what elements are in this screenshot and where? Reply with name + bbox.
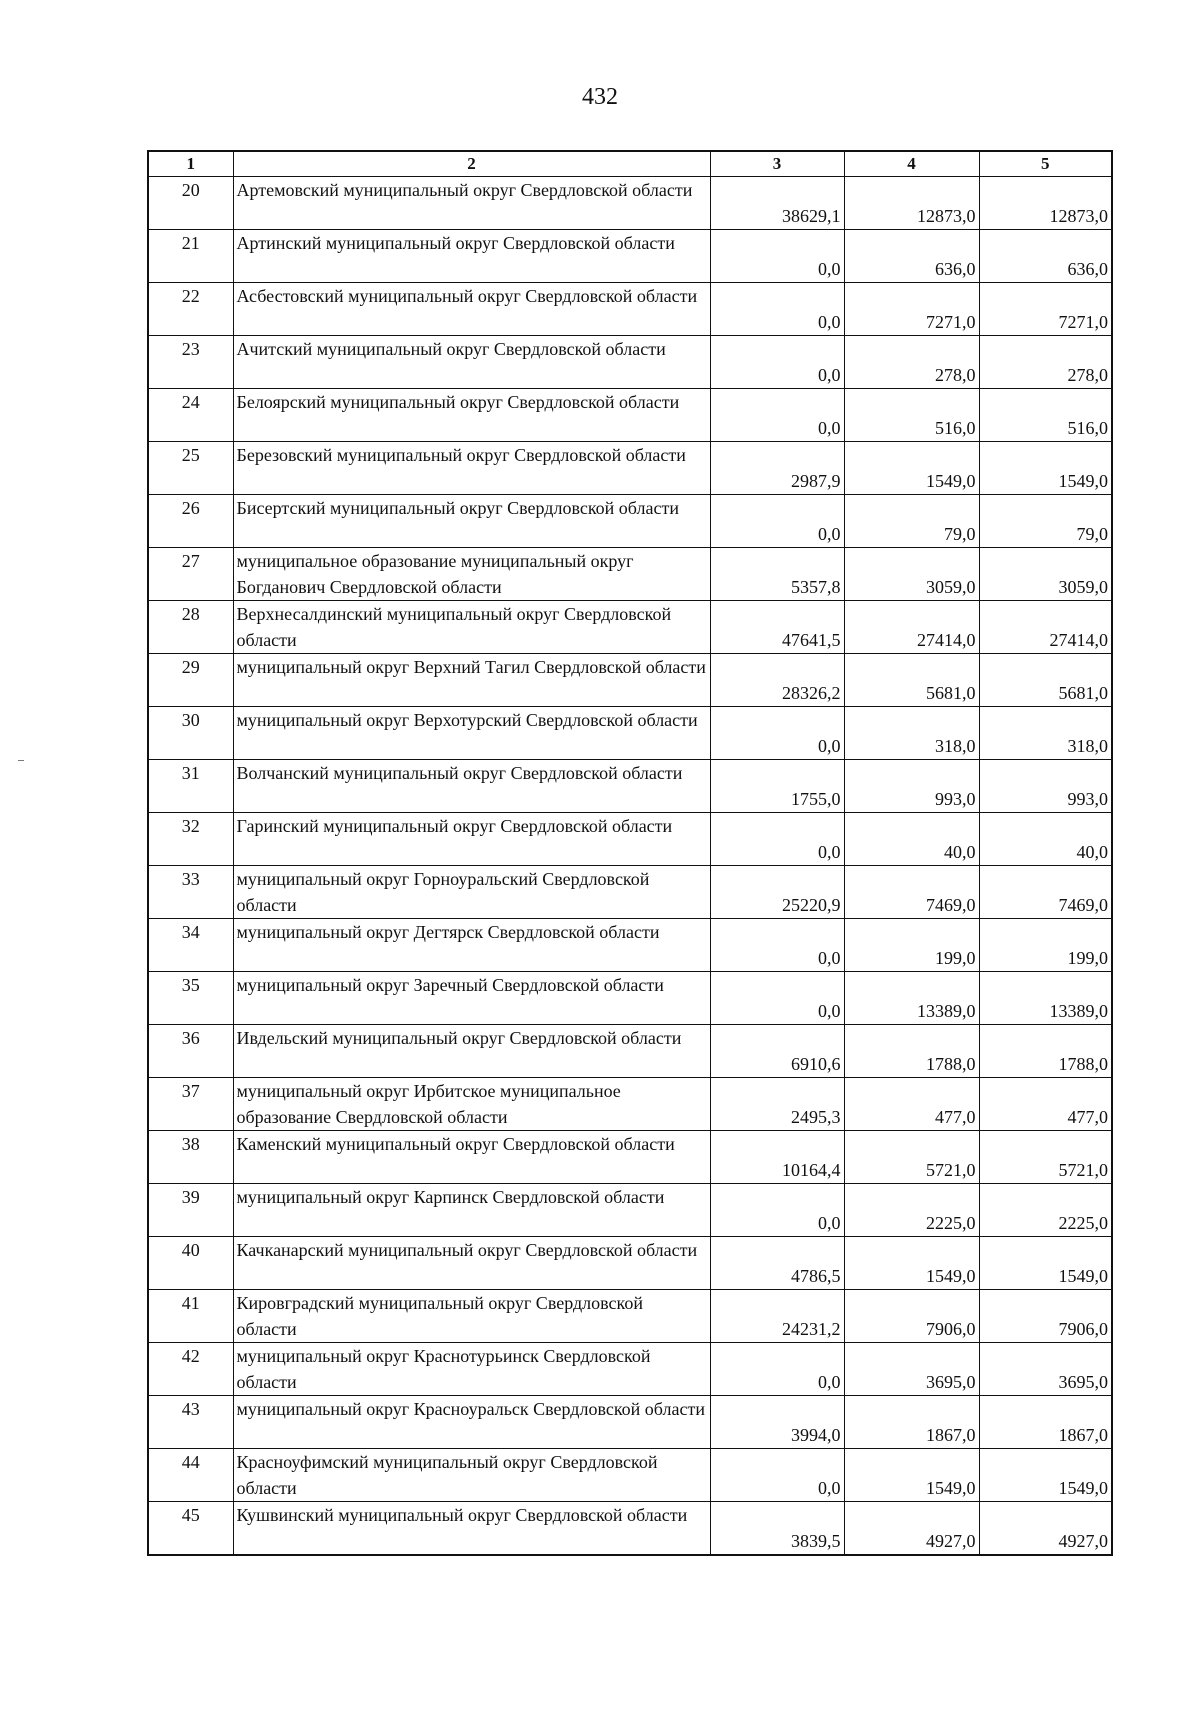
value-col-5: 199,0 [979, 919, 1112, 972]
row-number: 21 [148, 230, 233, 283]
value-col-3: 47641,5 [710, 601, 844, 654]
value-col-4: 3695,0 [844, 1343, 979, 1396]
value-col-5: 636,0 [979, 230, 1112, 283]
row-number: 33 [148, 866, 233, 919]
header-col-4: 4 [844, 151, 979, 177]
value-col-5: 13389,0 [979, 972, 1112, 1025]
value-col-4: 318,0 [844, 707, 979, 760]
row-number: 44 [148, 1449, 233, 1502]
row-number: 26 [148, 495, 233, 548]
row-number: 30 [148, 707, 233, 760]
municipality-name: Березовский муниципальный округ Свердловской области [233, 442, 710, 495]
page-number: 432 [582, 84, 618, 110]
row-number: 34 [148, 919, 233, 972]
table-row [148, 1131, 1112, 1184]
table-row [148, 760, 1112, 813]
municipality-name: Качканарский муниципальный округ Свердловской области [233, 1237, 710, 1290]
row-number: 28 [148, 601, 233, 654]
municipality-name: Красноуфимский муниципальный округ Свердловской области [233, 1449, 710, 1502]
value-col-4: 7906,0 [844, 1290, 979, 1343]
table-row [148, 1184, 1112, 1237]
value-col-5: 40,0 [979, 813, 1112, 866]
municipality-name: муниципальный округ Красноуральск Свердловской области [233, 1396, 710, 1449]
value-col-4: 79,0 [844, 495, 979, 548]
value-col-3: 28326,2 [710, 654, 844, 707]
header-col-3: 3 [710, 151, 844, 177]
municipality-name: муниципальный округ Дегтярск Свердловской области [233, 919, 710, 972]
value-col-5: 3695,0 [979, 1343, 1112, 1396]
municipality-name: муниципальный округ Заречный Свердловской области [233, 972, 710, 1025]
data-table [147, 150, 1113, 1556]
row-number: 42 [148, 1343, 233, 1396]
municipality-name: Волчанский муниципальный округ Свердловской области [233, 760, 710, 813]
value-col-3: 1755,0 [710, 760, 844, 813]
row-number: 36 [148, 1025, 233, 1078]
row-number: 24 [148, 389, 233, 442]
table-row [148, 1449, 1112, 1502]
municipality-name: Каменский муниципальный округ Свердловской области [233, 1131, 710, 1184]
value-col-3: 0,0 [710, 972, 844, 1025]
value-col-5: 516,0 [979, 389, 1112, 442]
value-col-3: 3839,5 [710, 1502, 844, 1556]
value-col-3: 0,0 [710, 230, 844, 283]
value-col-3: 0,0 [710, 495, 844, 548]
row-number: 40 [148, 1237, 233, 1290]
municipality-name: Верхнесалдинский муниципальный округ Свердловской области [233, 601, 710, 654]
row-number: 37 [148, 1078, 233, 1131]
value-col-4: 2225,0 [844, 1184, 979, 1237]
value-col-3: 38629,1 [710, 177, 844, 230]
table-row [148, 1237, 1112, 1290]
value-col-4: 477,0 [844, 1078, 979, 1131]
value-col-4: 516,0 [844, 389, 979, 442]
value-col-5: 2225,0 [979, 1184, 1112, 1237]
value-col-3: 2495,3 [710, 1078, 844, 1131]
row-number: 32 [148, 813, 233, 866]
municipality-name: муниципальный округ Ирбитское муниципальное образование Свердловской области [233, 1078, 710, 1131]
header-row [148, 151, 1112, 177]
municipality-name: муниципальный округ Верхотурский Свердловской области [233, 707, 710, 760]
table-row [148, 654, 1112, 707]
value-col-3: 2987,9 [710, 442, 844, 495]
value-col-3: 0,0 [710, 336, 844, 389]
row-number: 45 [148, 1502, 233, 1556]
value-col-5: 5681,0 [979, 654, 1112, 707]
row-number: 38 [148, 1131, 233, 1184]
row-number: 39 [148, 1184, 233, 1237]
table-row [148, 601, 1112, 654]
value-col-3: 4786,5 [710, 1237, 844, 1290]
value-col-5: 7469,0 [979, 866, 1112, 919]
table-row [148, 1396, 1112, 1449]
municipality-name: Ачитский муниципальный округ Свердловской области [233, 336, 710, 389]
municipality-name: Кушвинский муниципальный округ Свердловской области [233, 1502, 710, 1556]
table-row [148, 1343, 1112, 1396]
table-row [148, 1078, 1112, 1131]
value-col-3: 0,0 [710, 1184, 844, 1237]
value-col-5: 477,0 [979, 1078, 1112, 1131]
table-row [148, 283, 1112, 336]
value-col-3: 0,0 [710, 813, 844, 866]
value-col-3: 0,0 [710, 1343, 844, 1396]
row-number: 31 [148, 760, 233, 813]
value-col-5: 1549,0 [979, 1237, 1112, 1290]
table-row [148, 1502, 1112, 1556]
value-col-5: 12873,0 [979, 177, 1112, 230]
value-col-5: 1788,0 [979, 1025, 1112, 1078]
value-col-4: 12873,0 [844, 177, 979, 230]
municipality-name: муниципальное образование муниципальный округ Богданович Свердловской области [233, 548, 710, 601]
value-col-4: 199,0 [844, 919, 979, 972]
value-col-4: 3059,0 [844, 548, 979, 601]
table-row [148, 866, 1112, 919]
value-col-5: 4927,0 [979, 1502, 1112, 1556]
value-col-5: 318,0 [979, 707, 1112, 760]
municipality-name: Бисертский муниципальный округ Свердловской области [233, 495, 710, 548]
table-row [148, 919, 1112, 972]
row-number: 25 [148, 442, 233, 495]
value-col-3: 10164,4 [710, 1131, 844, 1184]
table-row [148, 1025, 1112, 1078]
value-col-4: 1867,0 [844, 1396, 979, 1449]
row-number: 35 [148, 972, 233, 1025]
value-col-5: 3059,0 [979, 548, 1112, 601]
table-row [148, 1290, 1112, 1343]
value-col-4: 5721,0 [844, 1131, 979, 1184]
value-col-5: 1549,0 [979, 442, 1112, 495]
value-col-5: 79,0 [979, 495, 1112, 548]
value-col-3: 0,0 [710, 919, 844, 972]
table-row [148, 442, 1112, 495]
value-col-5: 5721,0 [979, 1131, 1112, 1184]
value-col-4: 4927,0 [844, 1502, 979, 1556]
value-col-4: 1788,0 [844, 1025, 979, 1078]
value-col-3: 25220,9 [710, 866, 844, 919]
row-number: 29 [148, 654, 233, 707]
value-col-4: 1549,0 [844, 1237, 979, 1290]
municipality-name: муниципальный округ Горноуральский Свердловской области [233, 866, 710, 919]
table-row [148, 389, 1112, 442]
municipality-name: муниципальный округ Карпинск Свердловской области [233, 1184, 710, 1237]
value-col-4: 40,0 [844, 813, 979, 866]
value-col-4: 7469,0 [844, 866, 979, 919]
header-col-1: 1 [148, 151, 233, 177]
row-number: 20 [148, 177, 233, 230]
value-col-3: 24231,2 [710, 1290, 844, 1343]
row-number: 41 [148, 1290, 233, 1343]
value-col-4: 1549,0 [844, 1449, 979, 1502]
row-number: 27 [148, 548, 233, 601]
value-col-5: 7906,0 [979, 1290, 1112, 1343]
municipality-name: Ивдельский муниципальный округ Свердловской области [233, 1025, 710, 1078]
table-row [148, 177, 1112, 230]
value-col-5: 1549,0 [979, 1449, 1112, 1502]
value-col-5: 1867,0 [979, 1396, 1112, 1449]
table-row [148, 972, 1112, 1025]
row-number: 22 [148, 283, 233, 336]
value-col-4: 7271,0 [844, 283, 979, 336]
value-col-3: 6910,6 [710, 1025, 844, 1078]
header-col-2: 2 [233, 151, 710, 177]
row-number: 23 [148, 336, 233, 389]
municipality-name: Артинский муниципальный округ Свердловской области [233, 230, 710, 283]
value-col-4: 13389,0 [844, 972, 979, 1025]
municipality-name: муниципальный округ Краснотурьинск Свердловской области [233, 1343, 710, 1396]
value-col-5: 993,0 [979, 760, 1112, 813]
value-col-3: 0,0 [710, 389, 844, 442]
value-col-4: 5681,0 [844, 654, 979, 707]
value-col-4: 278,0 [844, 336, 979, 389]
table-body [148, 177, 1112, 1556]
table-row [148, 495, 1112, 548]
value-col-3: 3994,0 [710, 1396, 844, 1449]
value-col-4: 1549,0 [844, 442, 979, 495]
value-col-3: 0,0 [710, 1449, 844, 1502]
municipality-name: Артемовский муниципальный округ Свердловской области [233, 177, 710, 230]
table-row [148, 707, 1112, 760]
table-row [148, 336, 1112, 389]
municipality-name: муниципальный округ Верхний Тагил Свердловской области [233, 654, 710, 707]
value-col-5: 278,0 [979, 336, 1112, 389]
table-row [148, 230, 1112, 283]
value-col-5: 27414,0 [979, 601, 1112, 654]
value-col-4: 993,0 [844, 760, 979, 813]
municipality-name: Кировградский муниципальный округ Свердловской области [233, 1290, 710, 1343]
value-col-4: 27414,0 [844, 601, 979, 654]
value-col-3: 5357,8 [710, 548, 844, 601]
row-number: 43 [148, 1396, 233, 1449]
scan-mark [18, 760, 24, 761]
value-col-5: 7271,0 [979, 283, 1112, 336]
header-col-5: 5 [979, 151, 1112, 177]
municipality-name: Асбестовский муниципальный округ Свердловской области [233, 283, 710, 336]
municipality-name: Белоярский муниципальный округ Свердловской области [233, 389, 710, 442]
table-row [148, 548, 1112, 601]
municipality-name: Гаринский муниципальный округ Свердловской области [233, 813, 710, 866]
value-col-3: 0,0 [710, 707, 844, 760]
table-row [148, 813, 1112, 866]
value-col-3: 0,0 [710, 283, 844, 336]
value-col-4: 636,0 [844, 230, 979, 283]
